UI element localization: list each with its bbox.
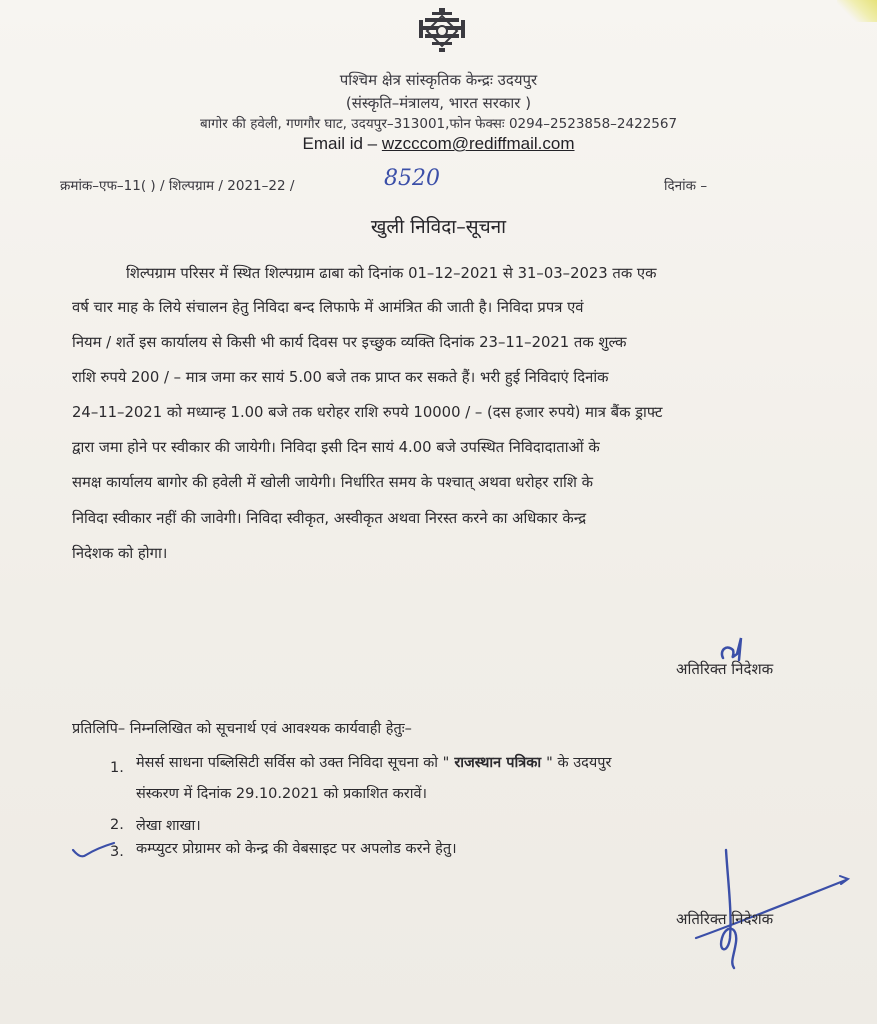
- newspaper-name: राजस्थान पत्रिका: [449, 755, 547, 771]
- designation-additional-director: अतिरिक्त निदेशक: [676, 910, 774, 928]
- email-line: [0, 134, 877, 154]
- copy-item-1-line2: संस्करण में दिनांक 29.10.2021 को प्रकाशित करावें।: [136, 786, 428, 802]
- address-line: बागोर की हवेली, गणगौर घाट, उदयपुर–313001,फोन फेक्सः 0294–2523858–2422567: [199, 116, 678, 132]
- email-link[interactable]: wzcccom@rediffmail.com: [381, 134, 575, 153]
- date-label: दिनांक –: [664, 178, 708, 194]
- copy-to-heading: प्रतिलिपि– निम्नलिखित को सूचनार्थ एवं आवश्यक कार्यवाही हेतुः–: [72, 721, 412, 737]
- notice-line: नियम / शर्ते इस कार्यालय से किसी भी कार्य दिवस पर इच्छुक व्यक्ति दिनांक 23–11–2021 तक शुल्क: [72, 334, 627, 351]
- handwritten-reference-number: 8520: [384, 166, 440, 191]
- email-label: Email id –: [302, 134, 382, 153]
- designation-additional-director: अतिरिक्त निदेशक: [676, 660, 774, 678]
- notice-line: समक्ष कार्यालय बागोर की हवेली में खोली जायेगी। निर्धारित समय के पश्चात् अथवा धरोहर राशि के: [72, 474, 594, 491]
- notice-line: निविदा स्वीकार नहीं की जावेगी। निविदा स्वीकृत, अस्वीकृत अथवा निरस्त करने का अधिकार केन्द्र: [72, 510, 587, 527]
- org-name: पश्चिम क्षेत्र सांस्कृतिक केन्द्रः उदयपुर: [339, 71, 538, 89]
- ministry-line: (संस्कृति–मंत्रालय, भारत सरकार ): [345, 94, 532, 112]
- reference-number: क्रमांक–एफ–11( ) / शिल्पग्राम / 2021–22 /: [60, 178, 295, 194]
- organization-emblem-icon: [417, 6, 467, 56]
- notice-line: द्वारा जमा होने पर स्वीकार की जायेगी। निविदा इसी दिन सायं 4.00 बजे उपस्थित निविदादाताओं के: [72, 439, 600, 456]
- copy-item-number: 3.: [110, 844, 124, 860]
- notice-line: राशि रुपये 200 / – मात्र जमा कर सायं 5.00 बजे तक प्राप्त कर सकते हैं। भरी हुई निविदाएं दिनांक: [72, 369, 609, 386]
- notice-title: खुली निविदा–सूचना: [370, 216, 507, 238]
- signature-icon: [690, 842, 850, 970]
- copy-item-1: मेसर्स साधना पब्लिसिटी सर्विस को उक्त निविदा सूचना को " राजस्थान पत्रिका " के उदयपुर: [136, 755, 612, 771]
- notice-line: वर्ष चार माह के लिये संचालन हेतु निविदा बन्द लिफाफे में आमंत्रित की जाती है। निविदा प्रपत्र एवं: [72, 299, 584, 316]
- page-corner-tint: [837, 0, 877, 22]
- notice-line: शिल्पग्राम परिसर में स्थित शिल्पग्राम ढाबा को दिनांक 01–12–2021 से 31–03–2023 तक एक: [126, 265, 657, 282]
- copy-item-number: 2.: [110, 817, 124, 833]
- copy-item-2: लेखा शाखा।: [136, 818, 201, 834]
- notice-line: 24–11–2021 को मध्यान्ह 1.00 बजे तक धरोहर राशि रुपये 10000 / – (दस हजार रुपये) मात्र बैंक ड्राफ्ट: [72, 404, 663, 421]
- notice-line: निदेशक को होगा।: [72, 545, 168, 562]
- copy-item-3: कम्प्युटर प्रोग्रामर को केन्द्र की वेबसाइट पर अपलोड करने हेतु।: [136, 841, 457, 857]
- copy-item-number: 1.: [110, 760, 124, 776]
